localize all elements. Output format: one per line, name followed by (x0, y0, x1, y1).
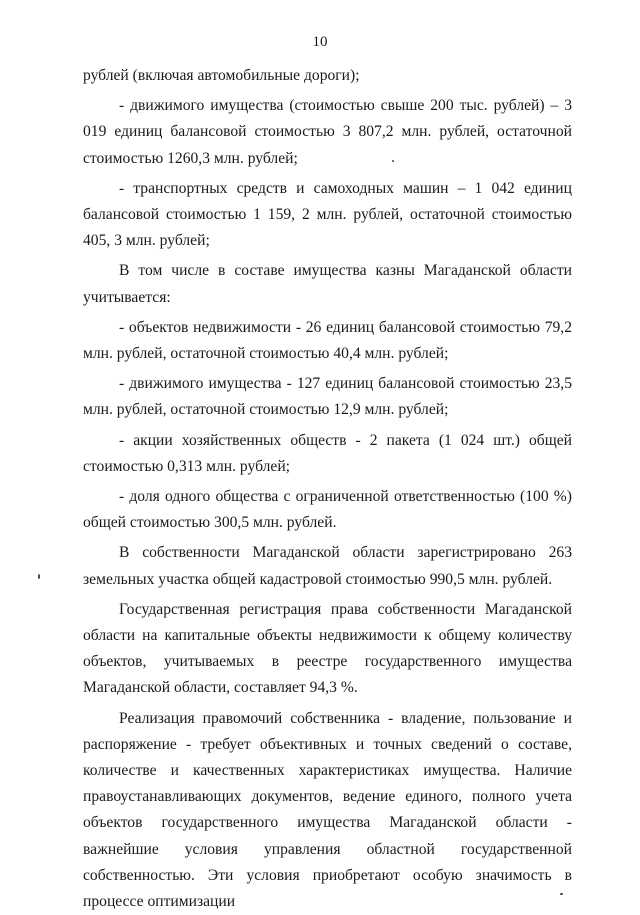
paragraph: В собственности Магаданской области зарегистрировано 263 земельных участка общей кадастровой стоимостью 990,5 млн. рублей. (83, 544, 572, 588)
scan-speck (38, 574, 40, 579)
scan-speck (392, 160, 394, 162)
paragraph: рублей (включая автомобильные дороги); (83, 67, 360, 84)
paragraph: - акции хозяйственных обществ - 2 пакета (1 024 шт.) общей стоимостью 0,313 млн. рублей; (83, 431, 572, 475)
scan-speck (560, 893, 563, 895)
paragraph: Государственная регистрация права собственности Магаданской области на капитальные объекты недвижимости к общему количеству объектов, учитываемых в реестре государственного имущества Магаданской области, составляет 94,3 %. (83, 600, 572, 697)
paragraph: - движимого имущества (стоимостью свыше 200 тыс. рублей) – 3 019 единиц балансовой стоимостью 3 807,2 млн. рублей, остаточной стоимостью 1260,3 млн. рублей; (83, 97, 572, 167)
paragraph: - доля одного общества с ограниченной ответственностью (100 %) общей стоимостью 300,5 млн. рублей. (83, 488, 572, 532)
paragraph: - транспортных средств и самоходных машин – 1 042 единиц балансовой стоимостью 1 159, 2 млн. рублей, остаточной стоимостью 405, 3 млн. рублей; (83, 179, 572, 250)
page-number: 10 (312, 34, 328, 50)
document-body (83, 63, 572, 915)
paragraph: - объектов недвижимости - 26 единиц балансовой стоимостью 79,2 млн. рублей, остаточной стоимостью 40,4 млн. рублей; (83, 318, 572, 363)
paragraph: Реализация правомочий собственника - владение, пользование и распоряжение - требует объективных и точных сведений о составе, количестве и качественных характеристиках имущества. Наличие правоустанавливающих документов, ведение единого, полного учета объектов государственного имущества Магаданской области - важнейшие условия управления областной государственной собственностью. Эти условия приобретают особую значимость в процессе оптимизации (83, 709, 572, 911)
paragraph: В том числе в составе имущества казны Магаданской области учитывается: (83, 262, 572, 306)
paragraph: - движимого имущества - 127 единиц балансовой стоимостью 23,5 млн. рублей, остаточной стоимостью 12,9 млн. рублей; (83, 375, 572, 419)
